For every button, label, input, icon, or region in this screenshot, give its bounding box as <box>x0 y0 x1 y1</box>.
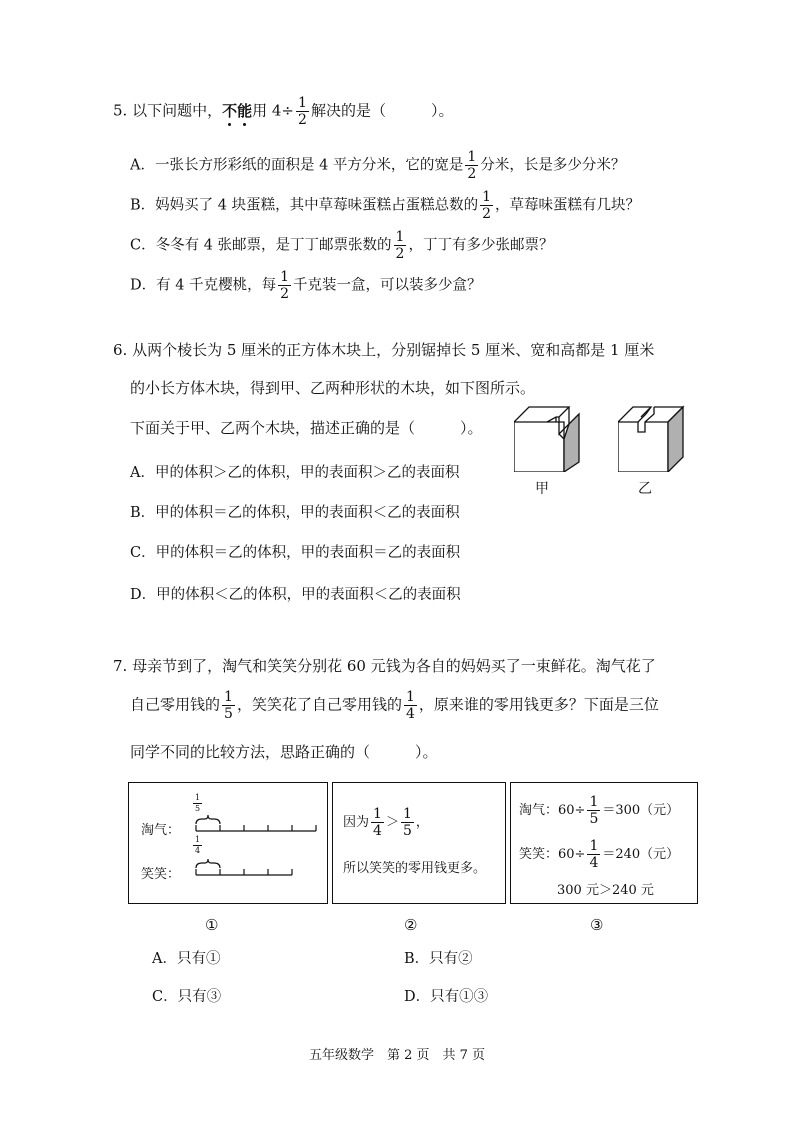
circle-label-3: ③ <box>590 916 604 934</box>
q7-option-a[interactable]: A．只有① <box>152 951 221 967</box>
q5-option-b[interactable]: B．妈妈买了 4 块蛋糕，其中草莓味蛋糕占蛋糕总数的 $\frac{1}{2}$ ，草莓味蛋糕有几块？ <box>130 189 641 222</box>
box3-line1: 淘气：60÷ $\frac{1}{5}$ ＝300（元） <box>519 794 680 827</box>
q6-option-a[interactable]: A．甲的体积＞乙的体积，甲的表面积＞乙的表面积 <box>130 465 460 481</box>
q6-option-d[interactable]: D．甲的体积＜乙的体积，甲的表面积＜乙的表面积 <box>130 587 461 603</box>
xiaoxiao-bar-diagram <box>184 857 320 879</box>
q5-stem: 5. 以下问题中，不能用 4÷ $\frac{1}{2}$ 解决的是（ ）。 <box>113 95 454 128</box>
q6-option-b[interactable]: B．甲的体积＝乙的体积，甲的表面积＜乙的表面积 <box>130 505 460 521</box>
q5-option-a[interactable]: A．一张长方形彩纸的面积是 4 平方分米，它的宽是 $\frac{1}{2}$ 分米，长是多少分米？ <box>130 149 626 182</box>
xiaoxiao-label: 笑笑： <box>141 867 181 882</box>
method-box-2 <box>332 782 506 904</box>
circle-label-2: ② <box>404 916 418 934</box>
circle-label-1: ① <box>205 916 219 934</box>
taoqi-bar-diagram <box>184 813 320 835</box>
q7-option-d[interactable]: D．只有①③ <box>404 989 489 1005</box>
q7-option-b[interactable]: B．只有② <box>404 951 473 967</box>
label-jia: 甲 <box>535 481 549 497</box>
method-box-3 <box>510 782 698 904</box>
method-box-1: $\frac{1}{5}$ 淘气： $\frac{1}{4}$ 笑笑： <box>128 782 328 904</box>
box2-line2: 所以笑笑的零用钱更多。 <box>343 861 487 876</box>
fraction-half: $\frac{1}{2}$ <box>298 95 307 128</box>
q6-option-c[interactable]: C．甲的体积＝乙的体积，甲的表面积＝乙的表面积 <box>130 545 461 561</box>
emphasis-not: 不 <box>222 101 238 120</box>
box2-line1: 因为 $\frac{1}{4}$ ＞ $\frac{1}{5}$ ， <box>343 806 429 839</box>
q6-line2: 的小长方体木块，得到甲、乙两种形状的木块，如下图所示。 <box>130 379 536 397</box>
q6-line1: 6. 从两个棱长为 5 厘米的正方体木块上，分别锯掉长 5 厘米、宽和高都是 1 厘米 <box>113 341 655 359</box>
q5-option-c[interactable]: C．冬冬有 4 张邮票，是丁丁邮票张数的 $\frac{1}{2}$ ，丁丁有多少张邮票？ <box>130 229 554 262</box>
page-footer: 五年级数学 第 2 页 共 7 页 <box>308 1048 486 1063</box>
q7-line3: 同学不同的比较方法，思路正确的（ ）。 <box>130 743 438 761</box>
q7-line1: 7. 母亲节到了，淘气和笑笑分别花 60 元钱为各自的妈妈买了一束鲜花。淘气花了 <box>113 657 656 675</box>
block-jia-figure <box>514 404 584 472</box>
emphasis-can: 能 <box>237 101 253 120</box>
q6-line3: 下面关于甲、乙两个木块，描述正确的是（ ）。 <box>130 419 483 437</box>
taoqi-label: 淘气： <box>141 823 181 838</box>
label-yi: 乙 <box>638 481 652 497</box>
box3-line3: 300 元＞240 元 <box>557 883 654 898</box>
block-yi-figure <box>618 404 688 472</box>
box3-line2: 笑笑：60÷ $\frac{1}{4}$ ＝240（元） <box>519 838 680 871</box>
q7-option-c[interactable]: C．只有③ <box>152 989 222 1005</box>
q7-line2: 自己零用钱的 $\frac{1}{5}$ ，笑笑花了自己零用钱的 $\frac{1}{4}$ ，原来谁的零用钱更多？下面是三位 <box>130 689 659 722</box>
q5-option-d[interactable]: D．有 4 千克樱桃，每 $\frac{1}{2}$ 千克装一盒，可以装多少盒？ <box>130 269 482 302</box>
